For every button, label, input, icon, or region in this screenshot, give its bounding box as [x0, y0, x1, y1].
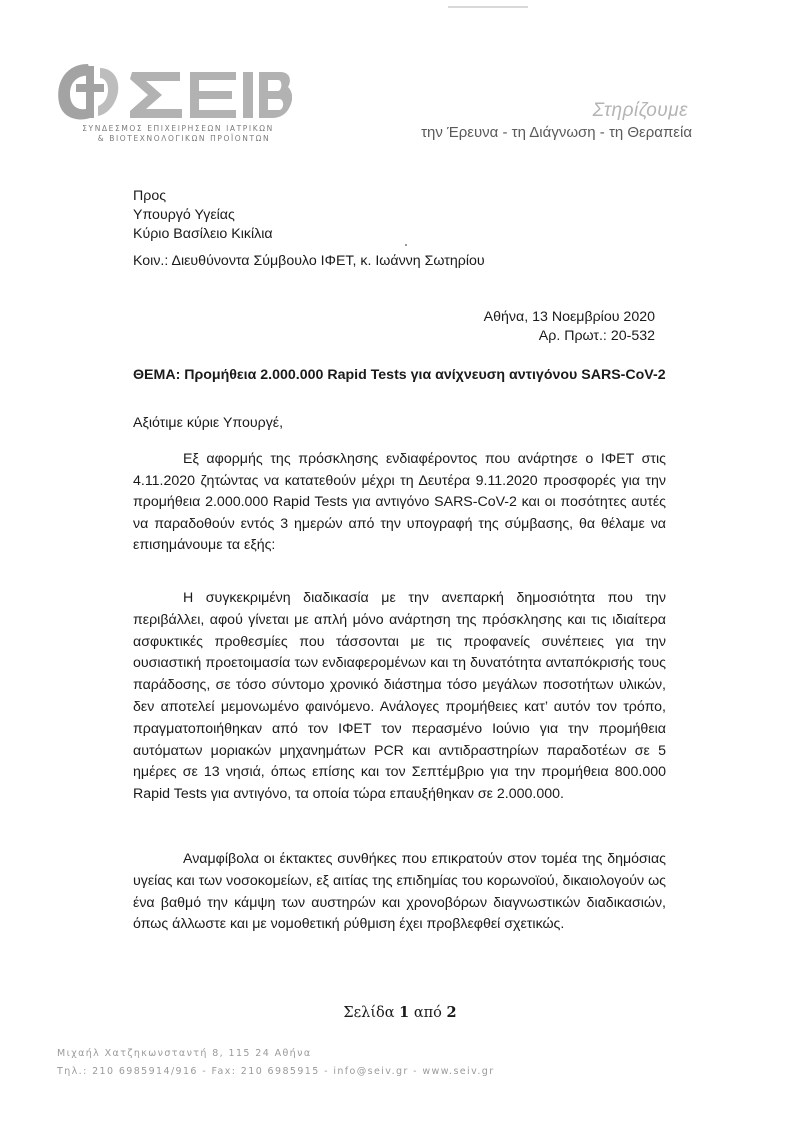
recipient-prefix: Προς — [133, 188, 167, 204]
salutation: Αξιότιμε κύριε Υπουργέ, — [133, 415, 284, 431]
association-line-1: ΣΥΝΔΕΣΜΟΣ ΕΠΙΧΕΙΡΗΣΕΩΝ ΙΑΤΡΙΚΩΝ — [82, 124, 274, 133]
footer-address: Μιχαήλ Χατζηκωνσταντή 8, 115 24 Αθήνα — [57, 1048, 312, 1059]
page-prefix: Σελίδα — [343, 1005, 395, 1021]
scan-dot — [405, 244, 407, 246]
recipient-name: Κύριο Βασίλειο Κικίλια — [133, 226, 273, 242]
paragraph-3 — [133, 849, 666, 936]
paragraph-1 — [133, 449, 666, 557]
date-block — [484, 308, 655, 346]
protocol-number: Αρ. Πρωτ.: 20-532 — [538, 328, 655, 344]
paragraph-2-text: Η συγκεκριμένη διαδικασία με την ανεπαρκή δημοσιότητα που την περιβάλλει, αφού γίνεται με απλή μόνο ανάρτηση της πρόσκλησης και τις ιδιαίτερα ασφυκτικές προθεσμίες που τάσσονται με τις προφανείς συνέπειες για την ουσιαστική προετοιμασία των ενδιαφερομένων και τη δυνατότητα ανταπόκρισής τους παράδοσης, σε τόσο σύντομο χρονικό διάστημα τόσο μεγάλων ποσοτήτων υλικών, δεν αποτελεί μεμονωμένο φαινόμενο. Ανάλογες προμήθειες κατ’ αυτόν τον τρόπο, πραγματοποιήθηκαν από τον ΙΦΕΤ τον περασμένο Ιούνιο για την προμήθεια αυτόματων μοριακών μηχανημάτων PCR και αντιδραστηρίων παραδοτέων σε 5 ημέρες σε 13 νησιά, όπως επίσης και τον Σεπτέμβριο για την προμήθεια 800.000 Rapid Tests για αντιγόνο, τα οποία τώρα επαυξήθηκαν σε 2.000.000. — [133, 590, 666, 803]
page-current: 1 — [399, 1004, 410, 1021]
seiv-logo — [52, 58, 292, 158]
scan-artifact — [448, 6, 528, 8]
slogan — [421, 100, 692, 141]
association-line-2: & ΒΙΟΤΕΧΝΟΛΟΓΙΚΩΝ ΠΡΟΪΟΝΤΩΝ — [97, 134, 271, 143]
seiv-logo-mark — [52, 58, 292, 124]
paragraph-3-text: Αναμφίβολα οι έκτακτες συνθήκες που επικρατούν στον τομέα της δημόσιας υγείας και των νοσοκομείων, εξ αιτίας της επιδημίας του κορωνοϊού, δικαιολογούν ως ένα βαθμό την κάμψη των αυστηρών και χρονοβόρων διαγνωστικών διαδικασιών, όπως άλλωστε και με νομοθετική ρύθμιση έχει προβλεφθεί σχετικώς. — [133, 851, 666, 933]
letter-date: Αθήνα, 13 Νοεμβρίου 2020 — [483, 309, 655, 325]
paragraph-2 — [133, 588, 666, 806]
footer-contacts: Τηλ.: 210 6985914/916 - Fax: 210 6985915 - info@seiv.gr - www.seiv.gr — [57, 1066, 495, 1077]
association-name — [58, 124, 298, 144]
footer — [57, 1045, 495, 1081]
cc-line: Κοιν.: Διευθύνοντα Σύμβουλο ΙΦΕΤ, κ. Ιωάννη Σωτηρίου — [133, 253, 485, 269]
slogan-line-2: την Έρευνα - τη Διάγνωση - τη Θεραπεία — [421, 124, 692, 141]
paragraph-1-text: Εξ αφορμής της πρόσκλησης ενδιαφέροντος που ανάρτησε ο ΙΦΕΤ στις 4.11.2020 ζητώντας να κατατεθούν μέχρι τη Δευτέρα 9.11.2020 προσφορές για την προμήθεια 2.000.000 Rapid Tests για αντιγόνο SARS-CoV-2 και οι ποσότητες αυτές να παραδοθούν εντός 3 ημερών από την υπογραφή της σύμβασης, θα θέλαμε να επισημάνουμε τα εξής: — [133, 451, 666, 554]
slogan-line-1: Στηρίζουμε — [592, 100, 688, 121]
page-middle: από — [413, 1005, 442, 1021]
recipient-block — [133, 187, 273, 244]
recipient-title: Υπουργό Υγείας — [133, 207, 235, 223]
page-total: 2 — [446, 1004, 457, 1021]
subject-line: ΘΕΜΑ: Προμήθεια 2.000.000 Rapid Tests για ανίχνευση αντιγόνου SARS-CoV-2 — [133, 367, 666, 383]
page-indicator — [0, 1004, 800, 1021]
